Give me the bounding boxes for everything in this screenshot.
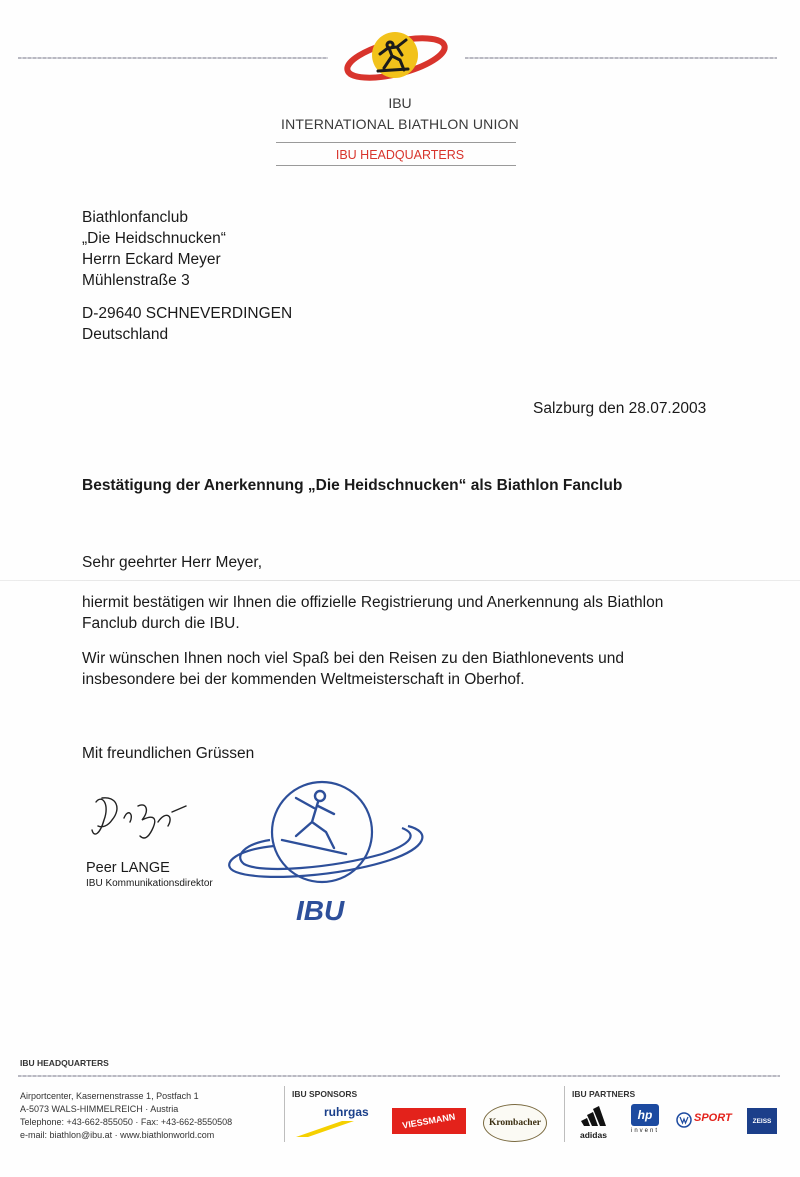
krombacher-logo [483,1104,547,1142]
vw-sport-logo [676,1110,738,1134]
header-rule-right [465,57,777,59]
subject-line: Bestätigung der Anerkennung „Die Heidschnucken“ als Biathlon Fanclub [82,477,623,494]
footer-address-line: Airportcenter, Kasernenstrasse 1, Postfach 1 [20,1091,199,1101]
sponsors-divider [284,1086,285,1142]
adidas-wordmark: adidas [580,1130,607,1140]
adidas-logo [576,1106,620,1138]
zeiss-wordmark: ZEISS [752,1117,772,1125]
invent-wordmark: invent [630,1128,659,1134]
footer-address-line: Telephone: +43-662-855050 · Fax: +43-662-8550508 [20,1117,233,1127]
footer-address-line: A-5073 WALS-HIMMELREICH · Austria [20,1104,179,1114]
department-name: IBU HEADQUARTERS [335,148,465,162]
adidas-stripes-icon [576,1106,620,1126]
recipient-city [82,303,292,345]
krombacher-wordmark: Krombacher [488,1118,542,1128]
footer-address-line: e-mail: biathlon@ibu.at · www.biathlonworld.com [20,1130,215,1140]
org-full-name: INTERNATIONAL BIATHLON UNION [281,116,519,132]
recipient-line: „Die Heidschnucken“ [82,230,226,247]
footer-rule [18,1075,780,1077]
org-short-name: IBU [388,95,412,111]
viessmann-logo [392,1108,466,1134]
paragraph-line: Wir wünschen Ihnen noch viel Spaß bei den Reisen zu den Biathlonevents und [82,650,624,667]
ruhrgas-swoosh-icon [296,1119,356,1139]
zeiss-logo [747,1108,777,1134]
paragraph-1 [82,592,663,634]
partners-divider [564,1086,565,1142]
department-rule-top [276,142,516,143]
header-rule-left [18,57,328,59]
ruhrgas-logo [296,1105,380,1139]
recipient-city-line: D-29640 SCHNEVERDINGEN [82,305,293,322]
recipient-line: Mühlenstraße 3 [82,272,190,289]
paragraph-line: hiermit bestätigen wir Ihnen die offizielle Registrierung und Anerkennung als Biathlon [82,594,664,611]
footer-hq-label: IBU HEADQUARTERS [20,1058,109,1068]
hp-badge [631,1104,659,1126]
scan-fold-line [0,580,800,581]
recipient-country: Deutschland [82,326,169,343]
stamp-label: IBU [296,895,345,926]
sponsors-label: IBU SPONSORS [292,1089,358,1099]
ibu-logo [340,28,452,92]
paragraph-2 [82,648,624,690]
partners-label: IBU PARTNERS [572,1089,636,1099]
viessmann-wordmark: VIESSMANN [401,1111,457,1131]
paragraph-line: insbesondere bei der kommenden Weltmeisterschaft in Oberhof. [82,671,525,688]
date-line: Salzburg den 28.07.2003 [533,400,707,417]
paragraph-line: Fanclub durch die IBU. [82,615,240,632]
recipient-line: Biathlonfanclub [82,209,188,226]
handwritten-signature [88,790,198,850]
vw-emblem-icon [676,1112,692,1128]
hp-wordmark: hp [637,1108,653,1122]
recipient-line: Herrn Eckard Meyer [82,251,221,268]
closing-line: Mit freundlichen Grüssen [82,745,255,762]
signer-title: IBU Kommunikationsdirektor [86,878,213,889]
hp-invent-logo [628,1104,662,1140]
ibu-stamp [222,770,432,930]
sport-wordmark: SPORT [694,1112,732,1124]
department-rule-bottom [276,165,516,166]
ruhrgas-wordmark: ruhrgas [324,1105,369,1119]
footer-address [20,1090,232,1142]
salutation: Sehr geehrter Herr Meyer, [82,554,263,571]
signer-name: Peer LANGE [86,860,170,876]
recipient-address [82,207,226,291]
